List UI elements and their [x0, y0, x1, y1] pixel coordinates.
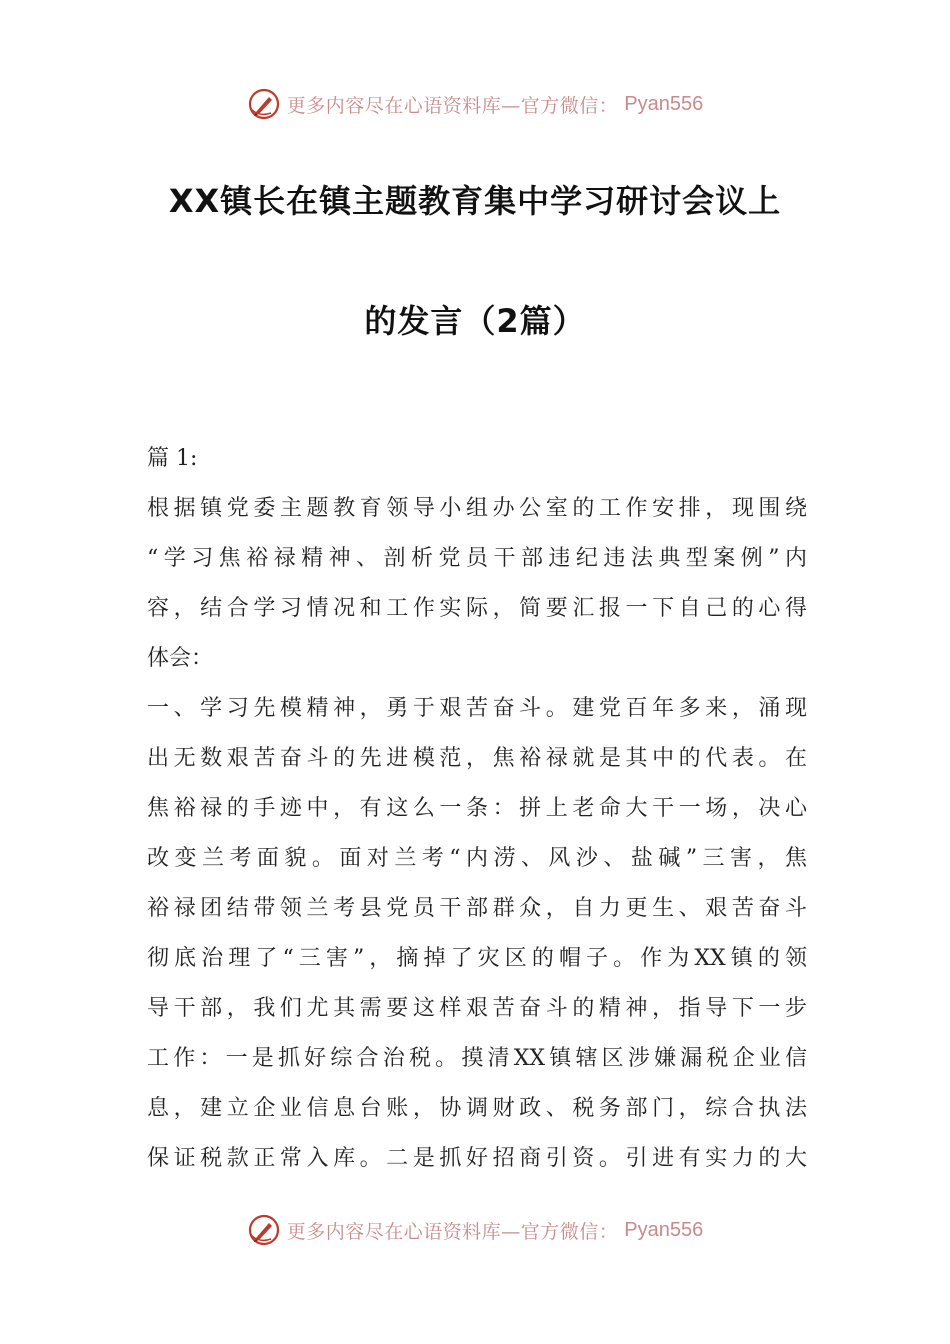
document-title-line-2: 的发言（2篇） [364, 302, 586, 340]
body-line: 容，结合学习情况和工作实际，简要汇报一下自己的心得 [147, 596, 807, 621]
body-line: 保证税款正常入库。二是抓好招商引资。引进有实力的大 [147, 1146, 807, 1171]
body-line: 焦裕禄的手迹中，有这么一条：拼上老命大干一场，决心 [147, 796, 807, 821]
document-title-line-1: XX镇长在镇主题教育集中学习研讨会议上 [168, 182, 782, 220]
body-line: 彻底治理了“三害”，摘掉了灾区的帽子。作为XX镇的领 [147, 946, 807, 971]
pen-logo-icon [247, 87, 281, 121]
document-body [147, 434, 807, 1184]
body-line: 一、学习先模精神，勇于艰苦奋斗。建党百年多来，涌现 [147, 696, 807, 721]
body-line: 导干部，我们尤其需要这样艰苦奋斗的精神，指导下一步 [147, 996, 807, 1021]
body-line: 体会： [147, 646, 214, 671]
watermark-footer [0, 1210, 950, 1250]
body-line: 根据镇党委主题教育领导小组办公室的工作安排，现围绕 [147, 496, 807, 521]
body-line: 裕禄团结带领兰考县党员干部群众，自力更生、艰苦奋斗 [147, 896, 807, 921]
watermark-wechat-handle: Pyan556 [624, 1218, 704, 1241]
watermark-text: 更多内容尽在心语资料库—官方微信： [286, 94, 619, 117]
body-line: 工作：一是抓好综合治税。摸清XX镇辖区涉嫌漏税企业信 [147, 1046, 807, 1071]
section-label: 篇 1: [147, 446, 198, 471]
watermark-header [0, 84, 950, 124]
body-line: 出无数艰苦奋斗的先进模范，焦裕禄就是其中的代表。在 [147, 746, 807, 771]
watermark-text: 更多内容尽在心语资料库—官方微信： [286, 1220, 619, 1243]
body-line: “学习焦裕禄精神、剖析党员干部违纪违法典型案例”内 [147, 546, 807, 571]
body-line: 息，建立企业信息台账，协调财政、税务部门，综合执法 [147, 1096, 807, 1121]
pen-logo-icon [247, 1213, 281, 1247]
watermark-wechat-handle: Pyan556 [624, 92, 704, 115]
body-line: 改变兰考面貌。面对兰考“内涝、风沙、盐碱”三害，焦 [147, 846, 807, 871]
